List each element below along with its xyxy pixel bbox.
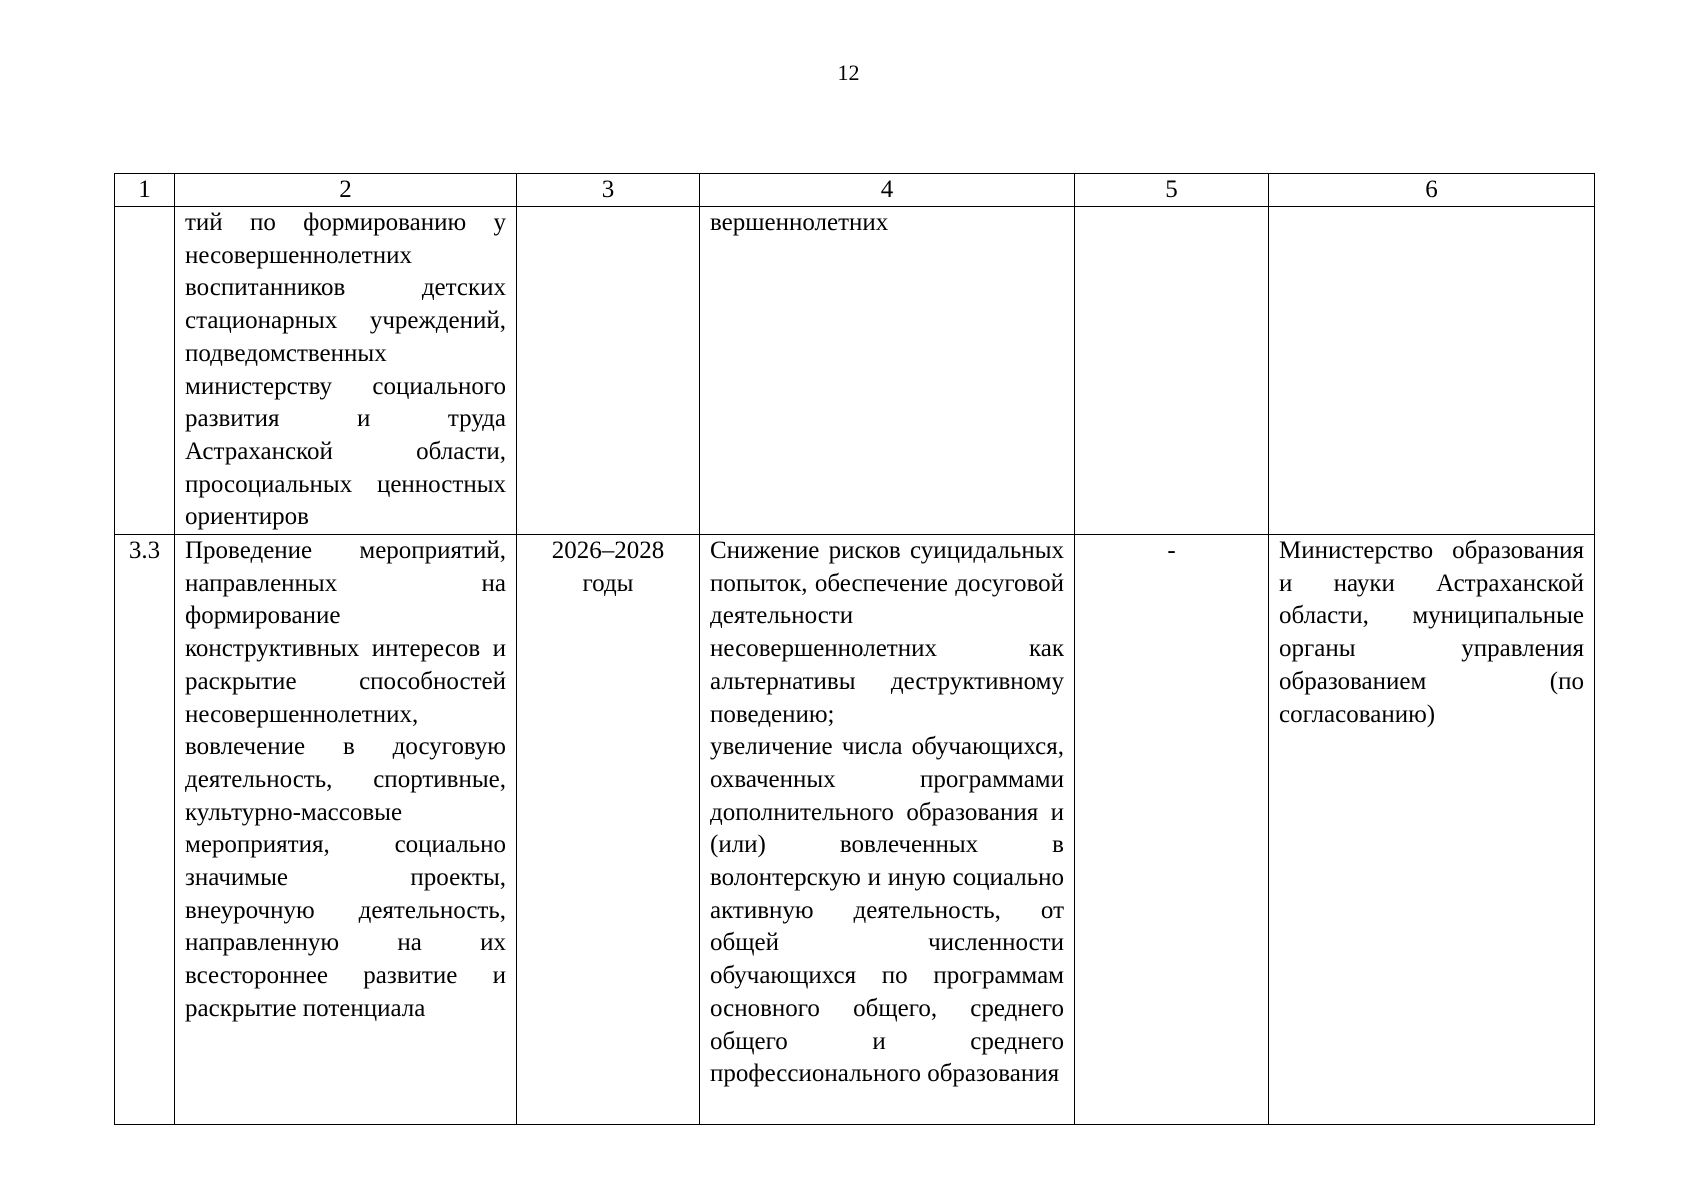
column-header-4: 4 <box>700 174 1075 207</box>
column-header-6: 6 <box>1269 174 1595 207</box>
row-number-cell: 3.3 <box>115 535 175 1125</box>
measure-cell: тий по формированию у несовершеннолетних воспитанников детских стационарных учреждений, подведомственных министерству социального развития и труда Астраханской области, просоциальных ценностных ориентиров <box>175 207 517 535</box>
result-text-part-1: Снижение рисков суицидальных попыток, обеспечение досуговой деятельности несовершеннолетних как альтернативы деструктивному поведению; <box>710 537 1064 728</box>
table-header-row <box>115 174 1595 207</box>
table-row <box>115 535 1595 1125</box>
table-row <box>115 207 1595 535</box>
column-header-2: 2 <box>175 174 517 207</box>
result-text-part-2: увеличение числа обучающихся, охваченных программами дополнительного образования и (или) вовлеченных в волонтерскую и иную социально активную деятельность, от общей численности обучающихся по программам основного общего, среднего общего и среднего профессионального образования <box>710 733 1064 1088</box>
column-header-3: 3 <box>517 174 700 207</box>
measure-cell: Проведение мероприятий, направленных на формирование конструктивных интересов и раскрытие способностей несовершеннолетних, вовлечение в досуговую деятельность, спортивные, культурно-массовые мероприятия, социально значимые проекты, внеурочную деятельность, направленную на их всестороннее развитие и раскрытие потенциала <box>175 535 517 1125</box>
measures-table <box>114 173 1595 1125</box>
funding-cell: - <box>1075 535 1269 1125</box>
row-number-cell <box>115 207 175 535</box>
executor-cell <box>1269 207 1595 535</box>
column-header-1: 1 <box>115 174 175 207</box>
executor-cell: Министерство образования и науки Астраханской области, муниципальные органы управления образованием (по согласованию) <box>1269 535 1595 1125</box>
page-number: 12 <box>837 60 860 85</box>
result-cell <box>700 535 1075 1125</box>
funding-cell <box>1075 207 1269 535</box>
period-cell <box>517 207 700 535</box>
period-cell: 2026–2028 годы <box>517 535 700 1125</box>
result-cell: вершеннолетних <box>700 207 1075 535</box>
column-header-5: 5 <box>1075 174 1269 207</box>
